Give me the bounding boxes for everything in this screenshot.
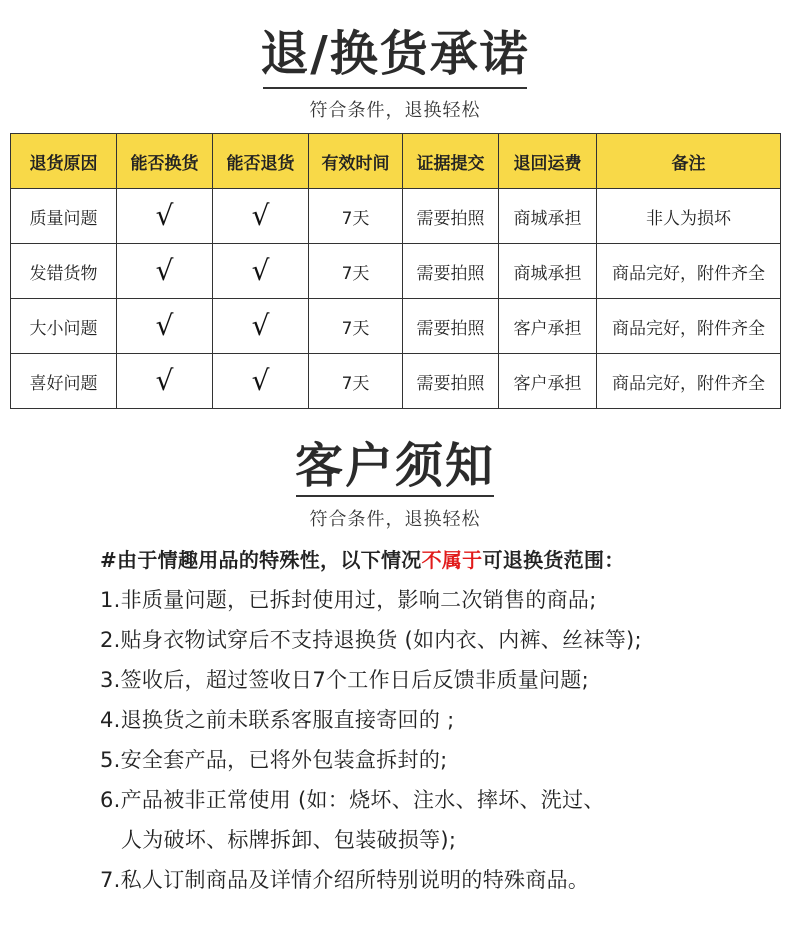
policy-header — [0, 26, 790, 82]
notice-header — [0, 438, 790, 494]
notice-intro-prefix: #由于情趣用品的特殊性，以下情况 — [100, 548, 422, 572]
cell-notes: 商品完好，附件齐全 — [597, 244, 781, 299]
col-header-notes: 备注 — [597, 134, 781, 189]
cell-notes: 商品完好，附件齐全 — [597, 354, 781, 409]
col-header-reason: 退货原因 — [11, 134, 117, 189]
cell-validity: 7天 — [309, 299, 403, 354]
notice-intro-suffix: 可退换货范围： — [482, 548, 625, 572]
cell-reason: 大小问题 — [11, 299, 117, 354]
return-policy-table — [10, 133, 781, 409]
cell-validity: 7天 — [309, 354, 403, 409]
cell-shipping: 商城承担 — [499, 244, 597, 299]
policy-title: 退/换货承诺 — [260, 26, 530, 82]
check-icon: √ — [213, 244, 309, 299]
cell-validity: 7天 — [309, 189, 403, 244]
col-header-shipping: 退回运费 — [499, 134, 597, 189]
notice-subtitle: 符合条件，退换轻松 — [309, 509, 481, 530]
check-icon: √ — [117, 299, 213, 354]
policy-title-rule — [263, 87, 527, 89]
cell-evidence: 需要拍照 — [403, 299, 499, 354]
check-icon: √ — [213, 189, 309, 244]
notice-item-4: 4.退换货之前未联系客服直接寄回的 ; — [100, 708, 455, 732]
notice-item-7: 7.私人订制商品及详情介绍所特别说明的特殊商品。 — [100, 868, 590, 892]
notice-item-2: 2.贴身衣物试穿后不支持退换货 (如内衣、内裤、丝袜等); — [100, 628, 642, 652]
notice-item-3: 3.签收后，超过签收日7个工作日后反馈非质量问题; — [100, 668, 589, 692]
cell-evidence: 需要拍照 — [403, 244, 499, 299]
notice-title-rule — [296, 495, 494, 497]
check-icon: √ — [117, 354, 213, 409]
cell-evidence: 需要拍照 — [403, 189, 499, 244]
check-icon: √ — [213, 354, 309, 409]
cell-notes: 非人为损坏 — [597, 189, 781, 244]
cell-validity: 7天 — [309, 244, 403, 299]
cell-reason: 发错货物 — [11, 244, 117, 299]
notice-intro-highlight: 不属于 — [421, 548, 483, 572]
col-header-evidence: 证据提交 — [403, 134, 499, 189]
notice-item-5: 5.安全套产品，已将外包装盒拆封的; — [100, 748, 448, 772]
cell-notes: 商品完好，附件齐全 — [597, 299, 781, 354]
col-header-validity: 有效时间 — [309, 134, 403, 189]
cell-reason: 喜好问题 — [11, 354, 117, 409]
check-icon: √ — [117, 189, 213, 244]
cell-evidence: 需要拍照 — [403, 354, 499, 409]
cell-shipping: 商城承担 — [499, 189, 597, 244]
notice-title: 客户须知 — [294, 438, 495, 494]
col-header-exchange: 能否换货 — [117, 134, 213, 189]
check-icon: √ — [213, 299, 309, 354]
notice-item-6: 6.产品被非正常使用 (如：烧坏、注水、摔坏、洗过、 — [100, 788, 605, 812]
notice-item-6-continued: 人为破坏、标牌拆卸、包装破损等); — [100, 828, 457, 852]
cell-reason: 质量问题 — [11, 189, 117, 244]
col-header-return: 能否退货 — [213, 134, 309, 189]
notice-intro — [100, 544, 625, 573]
table-row — [11, 354, 781, 409]
table-row — [11, 189, 781, 244]
notice-item-1: 1.非质量问题，已拆封使用过，影响二次销售的商品; — [100, 588, 597, 612]
cell-shipping: 客户承担 — [499, 299, 597, 354]
check-icon: √ — [117, 244, 213, 299]
policy-subtitle: 符合条件，退换轻松 — [309, 100, 481, 121]
table-row — [11, 299, 781, 354]
table-header-row — [11, 134, 781, 189]
table-row — [11, 244, 781, 299]
cell-shipping: 客户承担 — [499, 354, 597, 409]
